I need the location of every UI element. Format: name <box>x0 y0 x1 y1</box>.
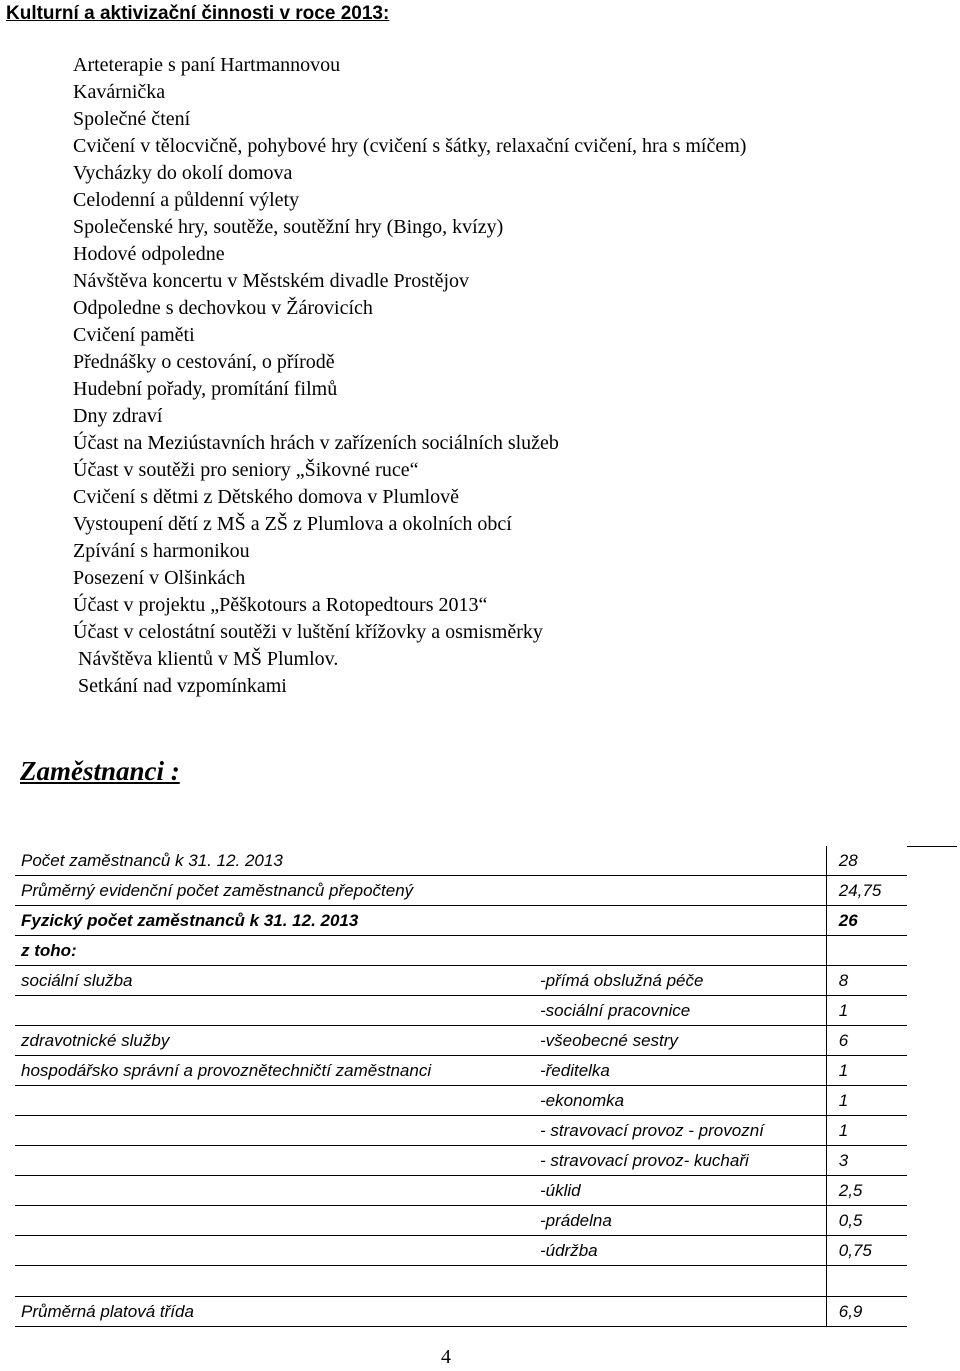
staff-label: Fyzický počet zaměstnanců k 31. 12. 2013 <box>15 906 534 936</box>
table-row <box>15 1176 907 1206</box>
average-class-value: 6,9 <box>826 1297 907 1327</box>
average-class-label: Průměrná platová třída <box>15 1297 534 1327</box>
list-item: Společné čtení <box>73 108 191 130</box>
staff-role: -všeobecné sestry <box>534 1026 826 1056</box>
staff-value <box>826 936 907 966</box>
page-number: 4 <box>441 1346 451 1368</box>
staff-role: -přímá obslužná péče <box>534 966 826 996</box>
staff-label: z toho: <box>15 936 534 966</box>
staff-role: -sociální pracovnice <box>534 996 826 1026</box>
staff-value: 2,5 <box>826 1176 907 1206</box>
staff-value: 26 <box>826 906 907 936</box>
staff-value: 3 <box>826 1146 907 1176</box>
table-row <box>15 996 907 1026</box>
staff-value: 8 <box>826 966 907 996</box>
table-row <box>15 1056 907 1086</box>
staff-label <box>15 1266 534 1297</box>
staff-value: 1 <box>826 1086 907 1116</box>
staff-label <box>15 1236 534 1266</box>
list-item: Společenské hry, soutěže, soutěžní hry (Bingo, kvízy) <box>73 216 504 238</box>
table-top-rule <box>907 846 957 847</box>
list-item: Zpívání s harmonikou <box>73 540 250 562</box>
page-heading: Kulturní a aktivizační činnosti v roce 2013: <box>6 3 390 24</box>
staff-value: 6 <box>826 1026 907 1056</box>
list-item: Hudební pořady, promítání filmů <box>73 378 338 400</box>
staff-label <box>15 996 534 1026</box>
list-item: Účast v soutěži pro seniory „Šikovné ruce“ <box>73 459 419 481</box>
table-row <box>15 1266 907 1297</box>
list-item: Hodové odpoledne <box>73 243 225 265</box>
list-item: Setkání nad vzpomínkami <box>78 675 287 697</box>
list-item: Přednášky o cestování, o přírodě <box>73 351 335 373</box>
staff-label: Průměrný evidenční počet zaměstnanců přepočtený <box>15 876 534 906</box>
staff-role <box>534 846 826 876</box>
staff-role: -úklid <box>534 1176 826 1206</box>
list-item: Posezení v Olšinkách <box>73 567 246 589</box>
staff-role: - stravovací provoz - provozní <box>534 1116 826 1146</box>
table-row <box>15 1206 907 1236</box>
list-item: Odpoledne s dechovkou v Žárovicích <box>73 297 373 319</box>
table-row <box>15 936 907 966</box>
list-item: Vycházky do okolí domova <box>73 162 293 184</box>
list-item: Návštěva klientů v MŠ Plumlov. <box>78 648 339 670</box>
staff-value: 0,75 <box>826 1236 907 1266</box>
staff-role: -ředitelka <box>534 1056 826 1086</box>
staff-role <box>534 876 826 906</box>
staff-label: sociální služba <box>15 966 534 996</box>
staff-label: zdravotnické služby <box>15 1026 534 1056</box>
list-item: Účast v celostátní soutěži v luštění křížovky a osmisměrky <box>73 621 543 643</box>
staff-label <box>15 1206 534 1236</box>
list-item: Cvičení v tělocvičně, pohybové hry (cvičení s šátky, relaxační cvičení, hra s míčem) <box>73 135 747 157</box>
table-row <box>15 1086 907 1116</box>
staff-label <box>15 1086 534 1116</box>
table-row <box>15 846 907 876</box>
staff-label <box>15 1146 534 1176</box>
staff-role <box>534 936 826 966</box>
staff-value: 1 <box>826 1116 907 1146</box>
staff-role <box>534 1266 826 1297</box>
table-row <box>15 1236 907 1266</box>
staff-role <box>534 1297 826 1327</box>
staff-label <box>15 1176 534 1206</box>
table-row <box>15 1026 907 1056</box>
table-row <box>15 1146 907 1176</box>
staff-value: 1 <box>826 1056 907 1086</box>
table-row <box>15 1297 907 1327</box>
activities-list <box>73 52 746 700</box>
staff-label <box>15 1116 534 1146</box>
staff-role <box>534 906 826 936</box>
staff-role: - stravovací provoz- kuchaři <box>534 1146 826 1176</box>
list-item: Účast na Meziústavních hrách v zařízeních sociálních služeb <box>73 432 559 454</box>
list-item: Kavárnička <box>73 81 166 103</box>
list-item: Cvičení paměti <box>73 324 195 346</box>
list-item: Arteterapie s paní Hartmannovou <box>73 54 341 76</box>
table-row <box>15 966 907 996</box>
staff-role: -prádelna <box>534 1206 826 1236</box>
list-item: Dny zdraví <box>73 405 163 427</box>
staff-value: 1 <box>826 996 907 1026</box>
table-row <box>15 906 907 936</box>
staff-value: 24,75 <box>826 876 907 906</box>
table-row <box>15 1116 907 1146</box>
staff-role: -údržba <box>534 1236 826 1266</box>
staff-role: -ekonomka <box>534 1086 826 1116</box>
table-row <box>15 876 907 906</box>
list-item: Návštěva koncertu v Městském divadle Prostějov <box>73 270 470 292</box>
employees-heading: Zaměstnanci : <box>20 756 180 786</box>
staff-value <box>826 1266 907 1297</box>
list-item: Účast v projektu „Pěškotours a Rotopedtours 2013“ <box>73 594 488 616</box>
staff-value: 0,5 <box>826 1206 907 1236</box>
staff-label: Počet zaměstnanců k 31. 12. 2013 <box>15 846 534 876</box>
staff-table <box>15 846 907 1327</box>
list-item: Vystoupení dětí z MŠ a ZŠ z Plumlova a okolních obcí <box>73 513 512 535</box>
list-item: Cvičení s dětmi z Dětského domova v Plumlově <box>73 486 460 508</box>
staff-value: 28 <box>826 846 907 876</box>
staff-label: hospodářsko správní a provoznětechničtí zaměstnanci <box>15 1056 534 1086</box>
list-item: Celodenní a půldenní výlety <box>73 189 300 211</box>
